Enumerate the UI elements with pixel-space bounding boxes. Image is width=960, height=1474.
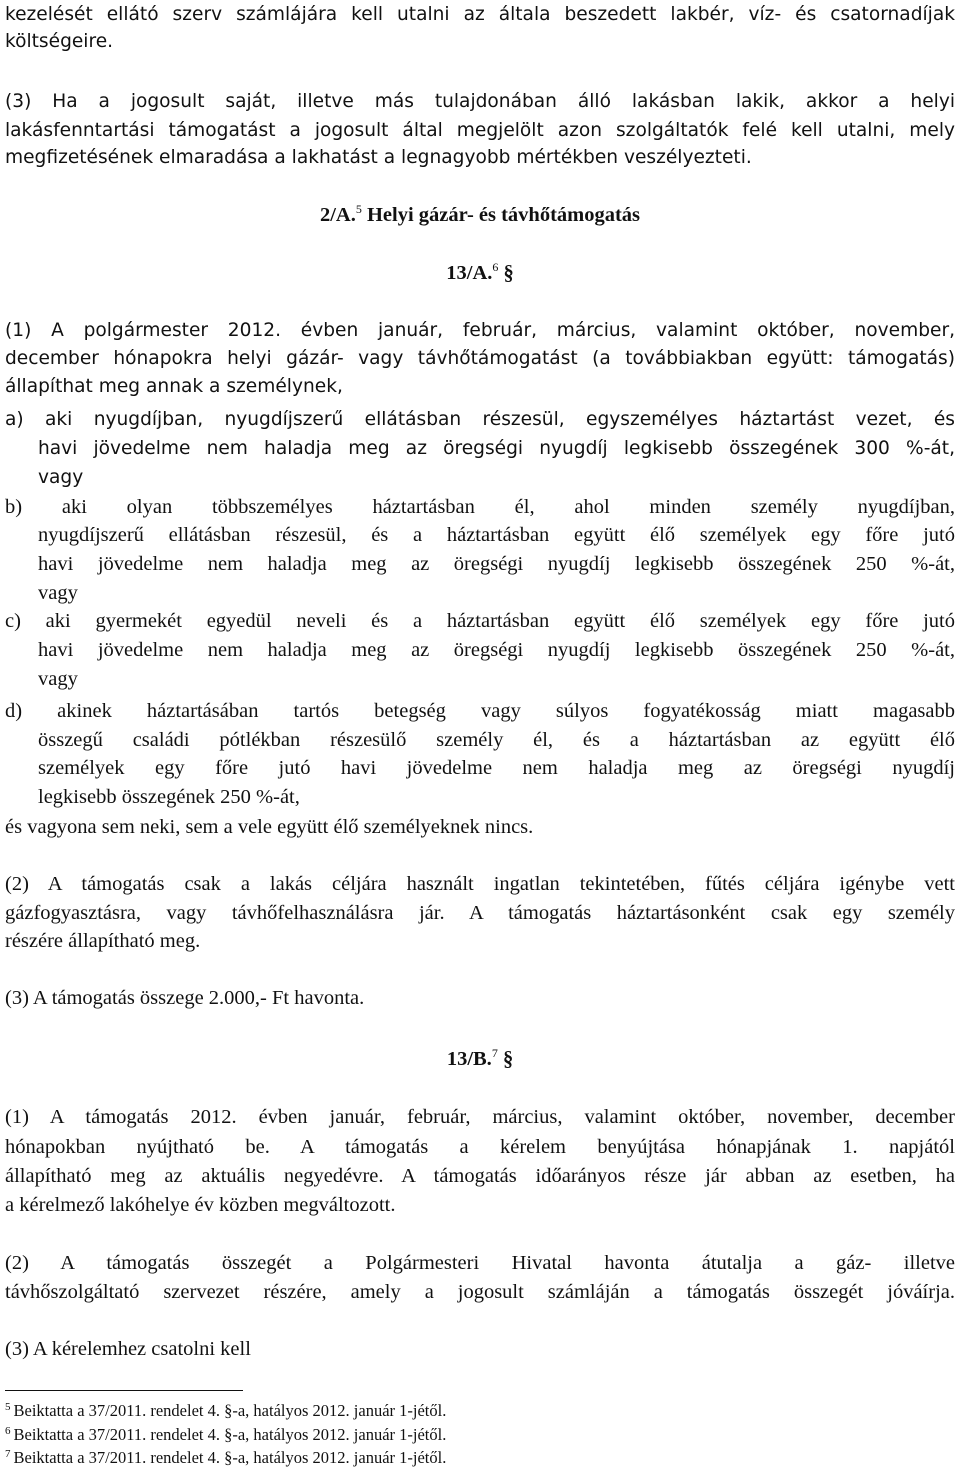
section-heading-13a (5, 259, 955, 288)
text-line: (3) Ha a jogosult saját, illetve más tulajdonában álló lakásban lakik, akkor a helyi (5, 91, 955, 112)
text-line: havi jövedelme nem haladja meg az öregségi nyugdíj legkisebb összegének 250 %-át, (38, 639, 955, 661)
footnote-number: 6 (5, 1424, 11, 1437)
text-line: lakásfenntartási támogatást a jogosult által megjelölt azon szolgáltatók felé kell utalni, mely (5, 120, 955, 141)
text-line: december hónapokra helyi gázár- vagy távhőtámogatást (a továbbiakban együtt: támogatás) (5, 348, 955, 369)
text-line: megfizetésének elmaradása a lakhatást a legnagyobb mértékben veszélyezteti. (5, 147, 752, 168)
text-line: távhőszolgáltató szervezet részére, amely a jogosult számláján a támogatás összegét jóváírja. (5, 1281, 955, 1303)
footnote-text: Beiktatta a 37/2011. rendelet 4. §-a, hatályos 2012. január 1-jétől. (13, 1401, 447, 1420)
section-sign: § (503, 261, 514, 285)
footnote (5, 1401, 446, 1421)
subsection-number: 2/A. (319, 204, 356, 226)
footnote-ref-6[interactable]: 6 (492, 260, 499, 275)
text-line: legkisebb összegének 250 %-át, (38, 786, 300, 808)
text-line: állapítható meg az aktuális negyedévre. A támogatás időarányos része jár abban az esetben, ha (5, 1165, 955, 1187)
text-line: a kérelmező lakóhelye év közben megváltozott. (5, 1194, 396, 1216)
text-line: (2) A támogatás csak a lakás céljára használt ingatlan tekintetében, fűtés céljára igénybe vett (5, 873, 955, 895)
text-line: havi jövedelme nem haladja meg az öregségi nyugdíj legkisebb összegének 250 %-át, (38, 553, 955, 575)
footnote-text: Beiktatta a 37/2011. rendelet 4. §-a, hatályos 2012. január 1-jétől. (13, 1448, 447, 1467)
footnote-ref-7[interactable]: 7 (491, 1046, 498, 1061)
text-line: (3) A támogatás összege 2.000,- Ft havonta. (5, 987, 365, 1009)
text-line: nyugdíjszerű ellátásban részesül, és a háztartásban együtt élő személyek egy főre jutó (38, 524, 955, 546)
footnote (5, 1448, 446, 1468)
subsection-title: Helyi gázár- és távhőtámogatás (366, 204, 641, 226)
footnote-divider (5, 1390, 243, 1391)
text-line: c) aki gyermekét egyedül neveli és a háztartásban együtt élő személyek egy főre jutó (5, 610, 955, 632)
text-line: gázfogyasztásra, vagy távhőfelhasználásra jár. A támogatás háztartásonként csak egy személy (5, 902, 955, 924)
text-line: költségeire. (5, 31, 114, 52)
text-line: vagy (38, 668, 78, 690)
subsection-heading (5, 201, 955, 230)
text-line: állapíthat meg annak a személynek, (5, 376, 343, 397)
text-line: a) aki nyugdíjban, nyugdíjszerű ellátásban részesül, egyszemélyes háztartást vezet, és (5, 409, 955, 430)
text-line: (2) A támogatás összegét a Polgármesteri Hivatal havonta átutalja a gáz- illetve (5, 1252, 955, 1274)
section-sign: § (502, 1047, 514, 1071)
text-line: (3) A kérelemhez csatolni kell (5, 1338, 251, 1360)
footnote-number: 7 (5, 1447, 11, 1460)
text-line: vagy (38, 582, 78, 604)
text-line: b) aki olyan többszemélyes háztartásban él, ahol minden személy nyugdíjban, (5, 496, 955, 518)
footnote (5, 1425, 446, 1445)
text-line: d) akinek háztartásában tartós betegség vagy súlyos fogyatékosság miatt magasabb (5, 700, 955, 722)
section-number: 13/A. (446, 262, 493, 284)
footnote-ref-5[interactable]: 5 (355, 202, 362, 217)
section-number: 13/B. (446, 1048, 492, 1070)
footnote-text: Beiktatta a 37/2011. rendelet 4. §-a, hatályos 2012. január 1-jétől. (13, 1425, 447, 1444)
text-line: összegű családi pótlékban részesülő személy él, és a háztartásban az együtt élő (38, 729, 955, 751)
section-heading-13b (5, 1045, 955, 1074)
text-line: és vagyona sem neki, sem a vele együtt élő személyeknek nincs. (5, 816, 534, 838)
footnote-number: 5 (5, 1400, 11, 1413)
text-line: kezelését ellátó szerv számlájára kell utalni az általa beszedett lakbér, víz- és csatornadíjak (5, 4, 955, 25)
text-line: személyek egy főre jutó havi jövedelme nem haladja meg az öregségi nyugdíj (38, 757, 955, 779)
text-line: vagy (38, 467, 84, 488)
text-line: (1) A polgármester 2012. évben január, február, március, valamint október, november, (5, 320, 955, 341)
text-line: részére állapítható meg. (5, 930, 201, 952)
text-line: hónapokban nyújtható be. A támogatás a kérelem benyújtása hónapjának 1. napjától (5, 1136, 955, 1158)
text-line: havi jövedelme nem haladja meg az öregségi nyugdíj legkisebb összegének 300 %-át, (38, 438, 955, 459)
text-line: (1) A támogatás 2012. évben január, február, március, valamint október, november, december (5, 1106, 955, 1128)
